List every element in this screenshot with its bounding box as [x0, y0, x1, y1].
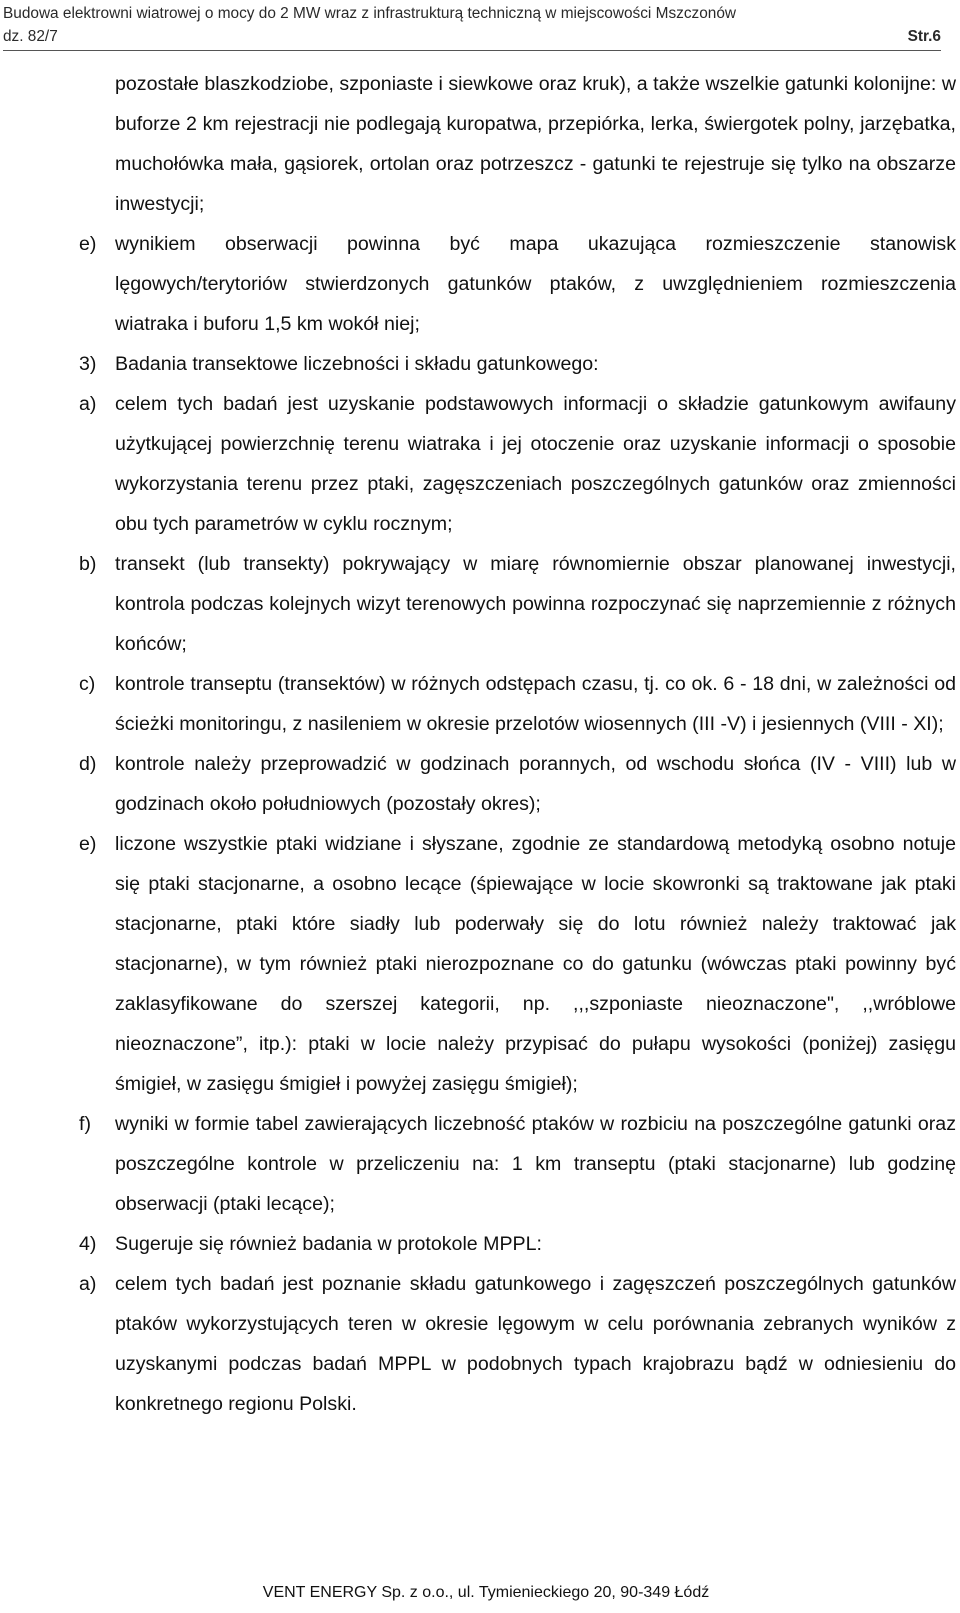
document-title: Budowa elektrowni wiatrowej o mocy do 2 MW wraz z infrastrukturą techniczną w miejscowości Mszczonów [3, 5, 737, 22]
list-item-text: transekt (lub transekty) pokrywający w miarę równomiernie obszar planowanej inwestycji, kontrola podczas kolejnych wizyt terenowych powinna rozpoczynać się naprzemiennie z różnych końców; [115, 553, 956, 655]
list-item-text: liczone wszystkie ptaki widziane i słyszane, zgodnie ze standardową metodyką osobno notuje się ptaki stacjonarne, a osobno lecące (śpiewające w locie skowronki są traktowane jak ptaki stacjonarne, ptaki które siadły lub poderwały się do lotu również należy traktować jak stacjonarne), w tym również ptaki nierozpoznane co do gatunku (wówczas ptaki powinny być zaklasyfikowane do szerszej kategorii, np. ,,,szponiaste nieoznaczone", ,,wróblowe nieoznaczone”, itp.): ptaki w locie należy przypisać do pułapu wysokości (poniżej) zasięgu śmigieł, w zasięgu śmigieł i powyżej zasięgu śmigieł); [115, 833, 956, 1095]
list-item [79, 1104, 956, 1224]
list-item-text: celem tych badań jest poznanie składu gatunkowego i zagęszczeń poszczególnych gatunków ptaków wykorzystujących teren w okresie lęgowym w celu porównania zebranych wyników z uzyskanymi podczas badań MPPL w podobnych typach krajobrazu bądź w odniesieniu do konkretnego regionu Polski. [115, 1273, 956, 1415]
header-meta [3, 25, 941, 48]
list-item [79, 224, 956, 344]
list-item [79, 384, 956, 544]
continued-paragraph: pozostałe blaszkodziobe, szponiaste i siewkowe oraz kruk), a także wszelkie gatunki kolonijne: w buforze 2 km rejestracji nie podlegają kuropatwa, przepiórka, lerka, świergotek polny, jarzębatka, muchołówka mała, gąsiorek, ortolan oraz potrzeszcz - gatunki te rejestruje się tylko na obszarze inwestycji; [115, 73, 956, 215]
list-item-label: f) [79, 1113, 91, 1135]
list-item-label: c) [79, 673, 96, 695]
list-item [79, 544, 956, 664]
list-item-text: wyniki w formie tabel zawierających liczebność ptaków w rozbiciu na poszczególne gatunki oraz poszczególne kontrole w przeliczeniu na: 1 km transeptu (ptaki stacjonarne) lub godzinę obserwacji (ptaki lecące); [115, 1113, 956, 1215]
list-item-label: b) [79, 553, 97, 575]
list-item [79, 744, 956, 824]
list-item-text: kontrole transeptu (transektów) w różnych odstępach czasu, tj. co ok. 6 - 18 dni, w zależności od ścieżki monitoringu, z nasileniem w okresie przelotów wiosennych (III -V) i jesiennych (VIII - XI); [115, 673, 956, 735]
list-item-text: kontrole należy przeprowadzić w godzinach porannych, od wschodu słońca (IV - VIII) lub w godzinach około południowych (pozostały okres); [115, 753, 956, 815]
list-item-text: Badania transektowe liczebności i składu gatunkowego: [115, 353, 599, 375]
list-item-label: e) [79, 233, 97, 255]
list-item-label: a) [79, 393, 97, 415]
header-divider [3, 50, 941, 51]
list-item-label: 4) [79, 1233, 97, 1255]
list-item-text: celem tych badań jest uzyskanie podstawowych informacji o składzie gatunkowym awifauny użytkującej powierzchnię terenu wiatraka i jej otoczenie oraz uzyskanie informacji o sposobie wykorzystania terenu przez ptaki, zagęszczeniach poszczególnych gatunków oraz zmienności obu tych parametrów w cyklu rocznym; [115, 393, 956, 535]
section-heading [79, 344, 956, 384]
page-header [3, 2, 941, 48]
list-item [79, 1264, 956, 1424]
list-item [79, 824, 956, 1104]
list-item-label: 3) [79, 353, 97, 375]
list-item-label: a) [79, 1273, 97, 1295]
page-footer: VENT ENERGY Sp. z o.o., ul. Tymienieckiego 20, 90-349 Łódź [262, 1584, 710, 1601]
parcel-number: dz. 82/7 [3, 28, 58, 45]
list-item [79, 664, 956, 744]
page-number: Str.6 [907, 28, 941, 45]
list-item-label: d) [79, 753, 97, 775]
list-item-label: e) [79, 833, 97, 855]
document-body [79, 64, 956, 1424]
section-heading [79, 1224, 956, 1264]
list-item-text: wynikiem obserwacji powinna być mapa ukazująca rozmieszczenie stanowisk lęgowych/terytoriów stwierdzonych gatunków ptaków, z uwzględnieniem rozmieszczenia wiatraka i buforu 1,5 km wokół niej; [115, 233, 956, 335]
list-item-text: Sugeruje się również badania w protokole MPPL: [115, 1233, 542, 1255]
